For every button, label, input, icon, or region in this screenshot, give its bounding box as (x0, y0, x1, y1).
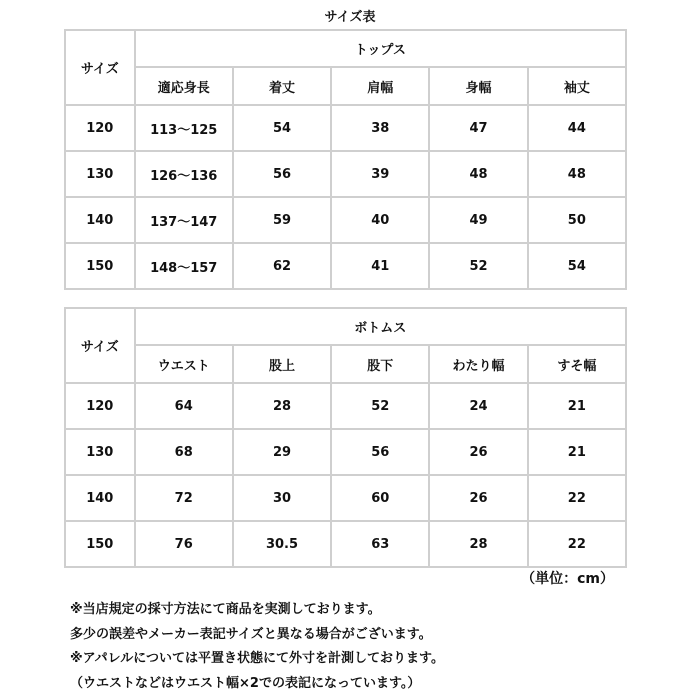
size-cell: 150 (65, 521, 135, 567)
value-cell: 60 (331, 475, 429, 521)
column-header: 肩幅 (331, 67, 429, 105)
value-cell: 63 (331, 521, 429, 567)
table-row (65, 151, 626, 197)
value-cell: 28 (429, 521, 527, 567)
value-cell: 39 (331, 151, 429, 197)
value-cell: 56 (233, 151, 331, 197)
tops-size-table (64, 29, 627, 290)
bottoms-group-header: ボトムス (135, 308, 626, 345)
unit-label: （単位：cm） (521, 571, 614, 587)
value-cell: 26 (429, 475, 527, 521)
size-cell: 120 (65, 105, 135, 151)
table-row (65, 521, 626, 567)
column-header: 袖丈 (528, 67, 626, 105)
value-cell: 21 (528, 383, 626, 429)
value-cell: 49 (429, 197, 527, 243)
value-cell: 148～157 (135, 243, 233, 289)
value-cell: 47 (429, 105, 527, 151)
table-row (65, 383, 626, 429)
size-cell: 130 (65, 429, 135, 475)
table-row (65, 105, 626, 151)
size-cell: 140 (65, 475, 135, 521)
note-line: ※当店規定の採寸方法にて商品を実測しております。 (70, 602, 381, 617)
value-cell: 113～125 (135, 105, 233, 151)
value-cell: 62 (233, 243, 331, 289)
size-cell: 120 (65, 383, 135, 429)
value-cell: 21 (528, 429, 626, 475)
value-cell: 24 (429, 383, 527, 429)
value-cell: 44 (528, 105, 626, 151)
column-header: ウエスト (135, 345, 233, 383)
tops-group-header: トップス (135, 30, 626, 67)
value-cell: 56 (331, 429, 429, 475)
value-cell: 41 (331, 243, 429, 289)
value-cell: 76 (135, 521, 233, 567)
page-title: サイズ表 (324, 10, 376, 25)
value-cell: 30 (233, 475, 331, 521)
column-header: 適応身長 (135, 67, 233, 105)
value-cell: 48 (528, 151, 626, 197)
note-line: 多少の誤差やメーカー表記サイズと異なる場合がございます。 (70, 626, 432, 642)
value-cell: 26 (429, 429, 527, 475)
table-row (65, 243, 626, 289)
column-header: わたり幅 (429, 345, 527, 383)
value-cell: 54 (233, 105, 331, 151)
value-cell: 22 (528, 521, 626, 567)
value-cell: 137～147 (135, 197, 233, 243)
note-line: （ウエストなどはウエスト幅×2での表記になっています。） (70, 675, 421, 691)
column-header: 股下 (331, 345, 429, 383)
value-cell: 68 (135, 429, 233, 475)
table-row (65, 429, 626, 475)
table-row (65, 197, 626, 243)
note-line: ※アパレルについては平置き状態にて外寸を計測しております。 (70, 651, 444, 666)
size-cell: 150 (65, 243, 135, 289)
value-cell: 59 (233, 197, 331, 243)
size-cell: 140 (65, 197, 135, 243)
column-header: 股上 (233, 345, 331, 383)
value-cell: 126～136 (135, 151, 233, 197)
value-cell: 22 (528, 475, 626, 521)
value-cell: 52 (429, 243, 527, 289)
value-cell: 28 (233, 383, 331, 429)
column-header: 着丈 (233, 67, 331, 105)
value-cell: 48 (429, 151, 527, 197)
value-cell: 29 (233, 429, 331, 475)
table-row (65, 475, 626, 521)
value-cell: 54 (528, 243, 626, 289)
value-cell: 50 (528, 197, 626, 243)
column-header: すそ幅 (528, 345, 626, 383)
value-cell: 38 (331, 105, 429, 151)
value-cell: 30.5 (233, 521, 331, 567)
size-header: サイズ (65, 30, 135, 105)
notes (70, 598, 444, 696)
value-cell: 40 (331, 197, 429, 243)
value-cell: 72 (135, 475, 233, 521)
size-cell: 130 (65, 151, 135, 197)
value-cell: 52 (331, 383, 429, 429)
column-header: 身幅 (429, 67, 527, 105)
size-header: サイズ (65, 308, 135, 383)
bottoms-size-table (64, 307, 627, 568)
value-cell: 64 (135, 383, 233, 429)
